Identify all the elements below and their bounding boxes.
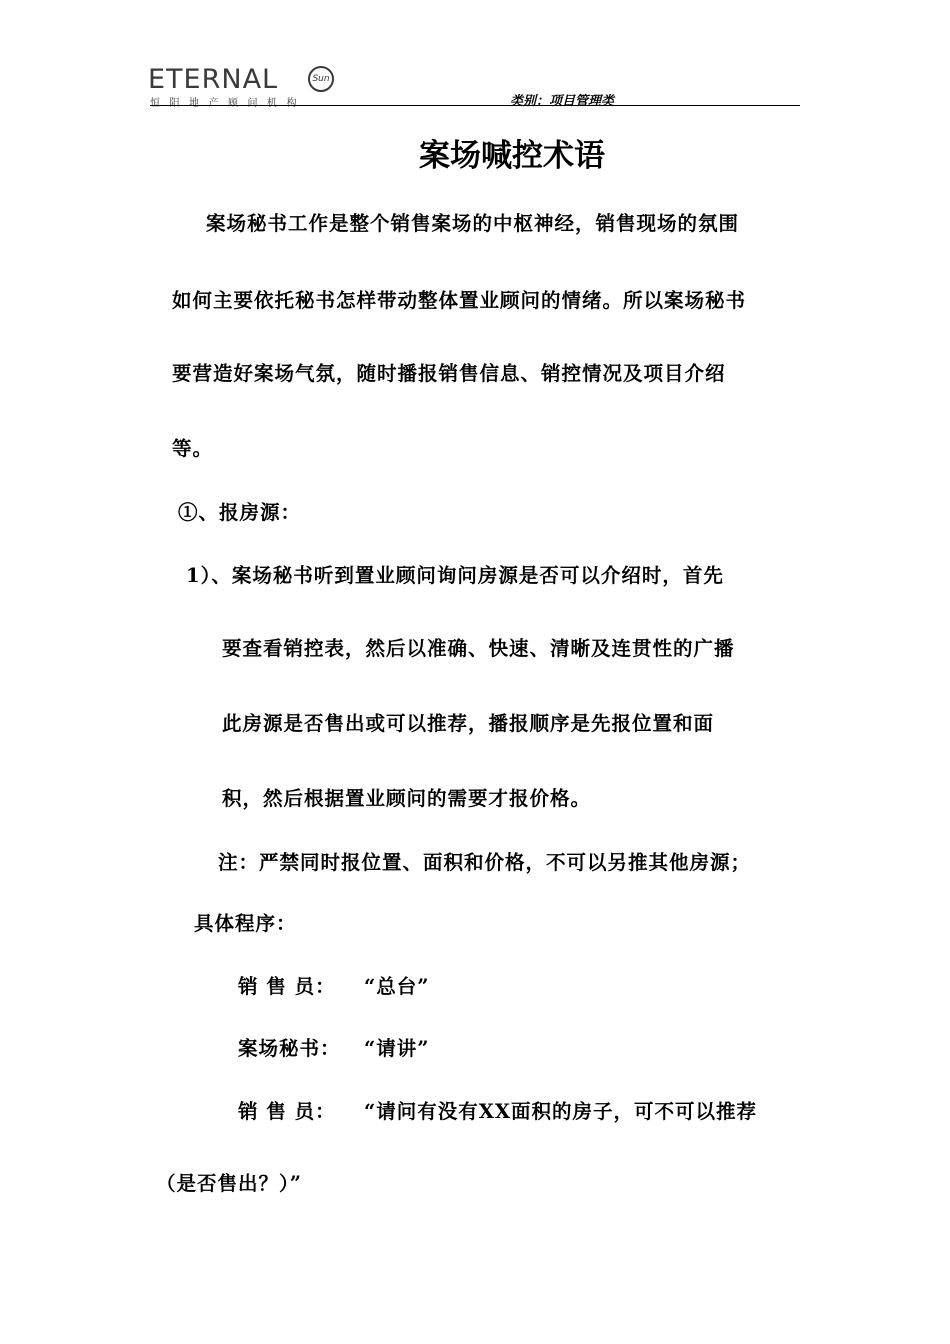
dialogue-line-3: “请问有没有XX面积的房子，可不可以推荐 bbox=[364, 1100, 757, 1123]
sun-logo-icon: Sun bbox=[308, 66, 334, 92]
dialogue-continuation: （是否售出？）” bbox=[156, 1172, 302, 1195]
item-line-2: 要查看销控表，然后以准确、快速、清晰及连贯性的广播 bbox=[222, 637, 735, 660]
logo-subtitle: 恒阳地产顾问机构 bbox=[150, 98, 306, 109]
page-title: 案场喊控术语 bbox=[419, 138, 605, 174]
item-line-4: 积，然后根据置业顾问的需要才报价格。 bbox=[222, 787, 592, 810]
item-line-1: 1）、案场秘书听到置业顾问询问房源是否可以介绍时，首先 bbox=[186, 564, 724, 587]
section-heading: ①、报房源： bbox=[178, 501, 302, 524]
document-category: 类别：项目管理类 bbox=[510, 94, 615, 109]
intro-line-2: 如何主要依托秘书怎样带动整体置业顾问的情绪。所以案场秘书 bbox=[172, 289, 747, 312]
intro-line-3: 要营造好案场气氛，随时播报销售信息、销控情况及项目介绍 bbox=[172, 362, 726, 385]
dialogue-line-1: “总台” bbox=[364, 975, 430, 998]
procedure-label: 具体程序： bbox=[194, 912, 297, 935]
intro-line-4: 等。 bbox=[172, 437, 214, 460]
note-line: 注：严禁同时报位置、面积和价格，不可以另推其他房源； bbox=[218, 851, 752, 874]
header-rule bbox=[150, 105, 800, 106]
intro-line-1: 案场秘书工作是整个销售案场的中枢神经，销售现场的氛围 bbox=[206, 212, 740, 235]
company-logo bbox=[148, 64, 338, 109]
dialogue-speaker-3: 销 售 员： bbox=[238, 1100, 336, 1123]
dialogue-speaker-1: 销 售 员： bbox=[238, 975, 336, 998]
dialogue-speaker-2: 案场秘书： bbox=[238, 1037, 341, 1060]
logo-wordmark: ETERNAL bbox=[148, 64, 279, 95]
item-line-3: 此房源是否售出或可以推荐，播报顺序是先报位置和面 bbox=[222, 712, 715, 735]
dialogue-line-2: “请讲” bbox=[364, 1037, 430, 1060]
